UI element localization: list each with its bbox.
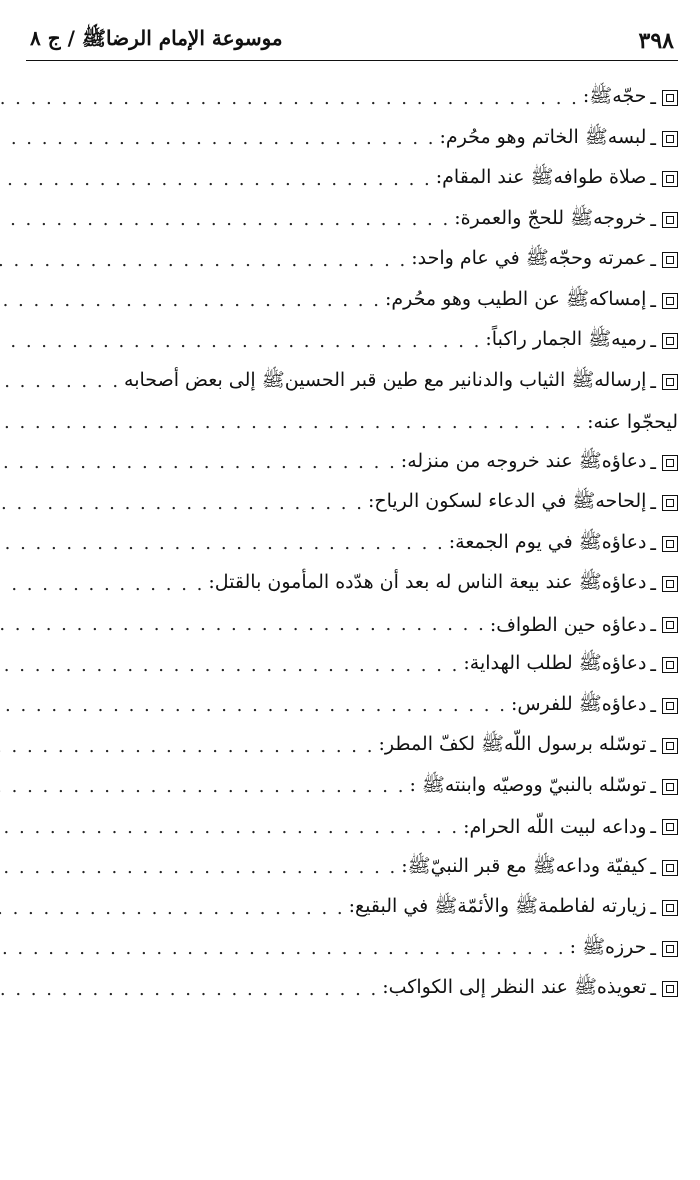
- toc-entry: [26, 321, 678, 362]
- dot-leader: [0, 128, 436, 149]
- toc-entry: [26, 726, 678, 767]
- entry-title: توسّله بالنبيّ ووصيّه وابنتهﷺ :: [409, 773, 647, 796]
- square-bullet-icon: [662, 819, 678, 835]
- square-bullet-icon: [662, 738, 678, 754]
- entry-dash: ـ: [650, 289, 656, 312]
- dot-leader: [0, 290, 381, 311]
- square-bullet-icon: [662, 374, 678, 390]
- entry-title: إلحاحهﷺ في الدعاء لسكون الرياح:: [367, 490, 647, 513]
- dot-leader: [0, 938, 566, 959]
- entry-title: دعاؤهﷺ للفرس:: [510, 692, 647, 715]
- square-bullet-icon: [662, 455, 678, 471]
- toc-entry: [26, 767, 678, 808]
- entry-dash: ـ: [650, 532, 656, 555]
- dot-leader: [0, 695, 507, 716]
- entry-dash: ـ: [650, 816, 656, 839]
- entry-dash: ـ: [650, 654, 656, 677]
- entry-title: إرسالهﷺ الثياب والدنانير مع طين قبر الحسينﷺ إلى بعض أصحابه: [124, 368, 647, 391]
- entry-title: توسّله برسول اللّهﷺ لكفّ المطر:: [378, 733, 647, 756]
- toc-entry: [26, 78, 678, 119]
- toc-entry: [26, 969, 678, 1010]
- toc-entry: [26, 524, 678, 565]
- square-bullet-icon: [662, 90, 678, 106]
- dot-leader: [0, 331, 481, 352]
- entry-dash: ـ: [650, 613, 656, 636]
- entry-title: خروجهﷺ للحجّ والعمرة:: [454, 206, 647, 229]
- page-header: [26, 0, 678, 61]
- entry-title: وداعه لبيت اللّه الحرام:: [463, 816, 647, 839]
- dot-leader: [0, 371, 120, 392]
- dot-leader: [0, 776, 405, 797]
- dot-leader: [0, 169, 432, 190]
- entry-dash: ـ: [650, 937, 656, 960]
- dot-leader: [0, 614, 486, 635]
- dot-leader: [0, 209, 450, 230]
- entry-dash: ـ: [650, 978, 656, 1001]
- dot-leader: [0, 493, 364, 514]
- running-title: موسوعة الإمام الرضاﷺ / ج ٨: [30, 26, 283, 50]
- entry-title: دعاؤهﷺ عند خروجه من منزله:: [400, 449, 647, 472]
- square-bullet-icon: [662, 495, 678, 511]
- entry-dash: ـ: [650, 694, 656, 717]
- dot-leader: [0, 88, 579, 109]
- dot-leader: [0, 898, 345, 919]
- dot-leader: [0, 250, 407, 271]
- entry-title: رميهﷺ الجمار راكباً:: [485, 328, 647, 351]
- square-bullet-icon: [662, 657, 678, 673]
- square-bullet-icon: [662, 252, 678, 268]
- toc-entry: [26, 281, 678, 322]
- entry-dash: ـ: [650, 897, 656, 920]
- square-bullet-icon: [662, 536, 678, 552]
- entry-dash: ـ: [650, 249, 656, 272]
- square-bullet-icon: [662, 212, 678, 228]
- toc-entry: [26, 119, 678, 160]
- entry-dash: ـ: [650, 168, 656, 191]
- entry-title: صلاة طوافهﷺ عند المقام:: [435, 166, 647, 189]
- dot-leader: [0, 817, 459, 838]
- dot-leader: [0, 452, 397, 473]
- entry-title: زيارته لفاطمةﷺ والأئمّةﷺ في البقيع:: [348, 895, 647, 918]
- toc-entry: [26, 605, 678, 646]
- toc-entry: [26, 686, 678, 727]
- square-bullet-icon: [662, 860, 678, 876]
- toc-entry: [26, 200, 678, 241]
- square-bullet-icon: [662, 171, 678, 187]
- square-bullet-icon: [662, 293, 678, 309]
- square-bullet-icon: [662, 981, 678, 997]
- page-number: ٣٩٨: [638, 28, 674, 54]
- dot-leader: [0, 533, 445, 554]
- toc-entry: [26, 929, 678, 970]
- square-bullet-icon: [662, 698, 678, 714]
- entry-title: تعويذهﷺ عند النظر إلى الكواكب:: [382, 976, 647, 999]
- toc-entry: [26, 848, 678, 889]
- toc-entry: [26, 362, 678, 403]
- entry-dash: ـ: [650, 208, 656, 231]
- entry-dash: ـ: [650, 573, 656, 596]
- square-bullet-icon: [662, 333, 678, 349]
- entry-dash: ـ: [650, 451, 656, 474]
- toc-entry: [26, 645, 678, 686]
- entry-title: دعاؤهﷺ في يوم الجمعة:: [448, 530, 647, 553]
- entry-dash: ـ: [650, 370, 656, 393]
- entry-title: ليحجّوا عنه:: [587, 411, 678, 434]
- entry-title: كيفيّة وداعهﷺ مع قبر النبيّﷺ:: [401, 854, 647, 877]
- entry-title: حرزهﷺ :: [569, 935, 647, 958]
- square-bullet-icon: [662, 617, 678, 633]
- dot-leader: [0, 655, 459, 676]
- entry-title: حجّهﷺ:: [582, 85, 647, 108]
- entry-dash: ـ: [650, 492, 656, 515]
- dot-leader: [0, 857, 397, 878]
- entry-title: دعاؤهﷺ لطلب الهداية:: [463, 652, 647, 675]
- toc-entry: [26, 807, 678, 848]
- entry-title: دعاؤه حين الطواف:: [489, 613, 647, 636]
- square-bullet-icon: [662, 941, 678, 957]
- entry-dash: ـ: [650, 87, 656, 110]
- entry-dash: ـ: [650, 330, 656, 353]
- toc-entry: [26, 483, 678, 524]
- entry-dash: ـ: [650, 856, 656, 879]
- entry-dash: ـ: [650, 775, 656, 798]
- square-bullet-icon: [662, 131, 678, 147]
- square-bullet-icon: [662, 900, 678, 916]
- toc-entry: [26, 240, 678, 281]
- toc-entry: [26, 159, 678, 200]
- entry-title: إمساكهﷺ عن الطيب وهو محُرم:: [384, 287, 647, 310]
- toc-entry: [26, 402, 678, 443]
- dot-leader: [0, 736, 374, 757]
- entry-title: عمرته وحجّهﷺ في عام واحد:: [411, 247, 647, 270]
- toc-entry: [26, 443, 678, 484]
- dot-leader: [0, 412, 583, 433]
- toc-entry: [26, 888, 678, 929]
- dot-leader: [0, 574, 204, 595]
- entry-title: لبسهﷺ الخاتم وهو محُرم:: [439, 125, 647, 148]
- entry-title: دعاؤهﷺ عند بيعة الناس له بعد أن هدّده المأمون بالقتل:: [208, 571, 647, 594]
- square-bullet-icon: [662, 779, 678, 795]
- table-of-contents: [26, 78, 678, 1010]
- dot-leader: [0, 979, 378, 1000]
- square-bullet-icon: [662, 576, 678, 592]
- toc-entry: [26, 564, 678, 605]
- entry-dash: ـ: [650, 127, 656, 150]
- entry-dash: ـ: [650, 735, 656, 758]
